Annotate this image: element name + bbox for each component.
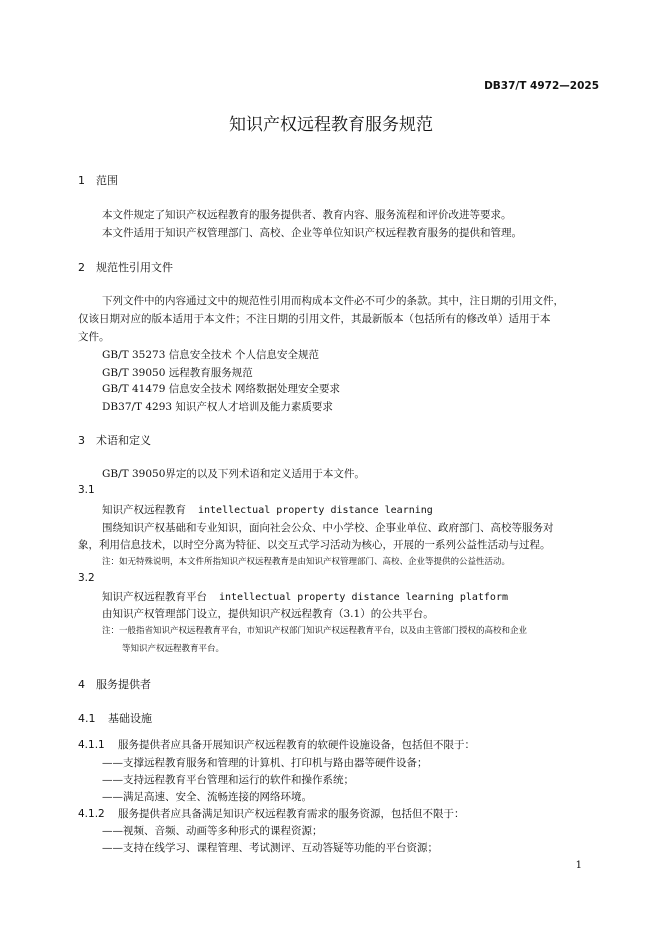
term-heading [102,502,433,517]
term-number: 3.1 [78,484,95,496]
list-item: ——视频、音频、动画等多种形式的课程资源； [102,825,323,837]
paragraph: 文件。 [78,331,110,343]
note-label: 注： [102,557,120,567]
clause-4-1-1 [78,737,475,752]
section-number: 3 [78,434,85,447]
list-item: ——支撑远程教育服务和管理的计算机、打印机与路由器等硬件设备； [102,757,428,769]
section-number: 1 [78,174,85,187]
clause-4-1-2 [78,806,465,821]
document-code: DB37/T 4972—2025 [484,80,599,92]
paragraph: GB/T 39050界定的以及下列术语和定义适用于本文件。 [102,468,365,480]
paragraph: 仅该日期对应的版本适用于本文件；不注日期的引用文件，其最新版本（包括所有的修改单）适用于本 [78,313,551,325]
document-title: 知识产权远程教育服务规范 [229,115,433,135]
section-title: 范围 [96,174,118,187]
paragraph: 下列文件中的内容通过文中的规范性引用而构成本文件必不可少的条款。其中，注日期的引用文件， [102,295,564,307]
subsection-4-1-heading [78,710,152,726]
clause-text: 服务提供者应具备满足知识产权远程教育需求的服务资源，包括但不限于： [118,808,465,820]
note-text: 如无特殊说明，本文件所指知识产权远程教育是由知识产权管理部门、高校、企业等提供的公益性活动。 [119,557,511,567]
section-4-heading [78,676,151,692]
term-heading [102,589,508,604]
paragraph: 本文件规定了知识产权远程教育的服务提供者、教育内容、服务流程和评价改进等要求。 [102,209,512,221]
term-note [102,555,510,567]
term-english: intellectual property distance learning [198,505,433,516]
clause-number: 4.1.2 [78,808,105,820]
term-note [102,624,527,636]
term-english: intellectual property distance learning platform [219,592,508,603]
section-number: 4 [78,678,85,691]
section-1-heading [78,172,118,188]
reference-item: GB/T 39050 远程教育服务规范 [102,367,253,379]
section-title: 规范性引用文件 [96,261,173,274]
note-text: 一般指省知识产权远程教育平台，市知识产权部门知识产权远程教育平台，以及由主管部门授权的高校和企业 [119,626,528,636]
reference-item: GB/T 41479 信息安全技术 网络数据处理安全要求 [102,383,341,395]
clause-text: 服务提供者应具备开展知识产权远程教育的软硬件设施设备，包括但不限于： [118,739,475,751]
term-chinese: 知识产权远程教育 [102,504,186,516]
section-3-heading [78,432,151,448]
list-item: ——支持在线学习、课程管理、考试测评、互动答疑等功能的平台资源； [102,842,438,854]
section-number: 2 [78,261,85,274]
reference-item: DB37/T 4293 知识产权人才培训及能力素质要求 [102,401,333,413]
term-definition: 围绕知识产权基础和专业知识，面向社会公众、中小学校、企事业单位、政府部门、高校等服务对 [102,522,554,534]
term-definition: 由知识产权管理部门设立，提供知识产权远程教育（3.1）的公共平台。 [102,608,434,620]
term-chinese: 知识产权远程教育平台 [102,591,207,603]
page-number: 1 [575,860,582,871]
paragraph: 本文件适用于知识产权管理部门、高校、企业等单位知识产权远程教育服务的提供和管理。 [102,227,522,239]
note-label: 注： [102,626,120,636]
list-item: ——支持远程教育平台管理和运行的软件和操作系统； [102,774,354,786]
subsection-title: 基础设施 [108,712,152,725]
list-item: ——满足高速、安全、流畅连接的网络环境。 [102,791,312,803]
term-number: 3.2 [78,572,95,584]
clause-number: 4.1.1 [78,739,105,751]
term-definition: 象，利用信息技术，以时空分离为特征、以交互式学习活动为核心，开展的一系列公益性活动与过程。 [78,539,551,551]
subsection-number: 4.1 [78,712,96,725]
section-title: 服务提供者 [96,678,151,691]
section-title: 术语和定义 [96,434,151,447]
section-2-heading [78,259,173,275]
term-note: 等知识产权远程教育平台。 [122,644,225,654]
reference-item: GB/T 35273 信息安全技术 个人信息安全规范 [102,349,320,361]
